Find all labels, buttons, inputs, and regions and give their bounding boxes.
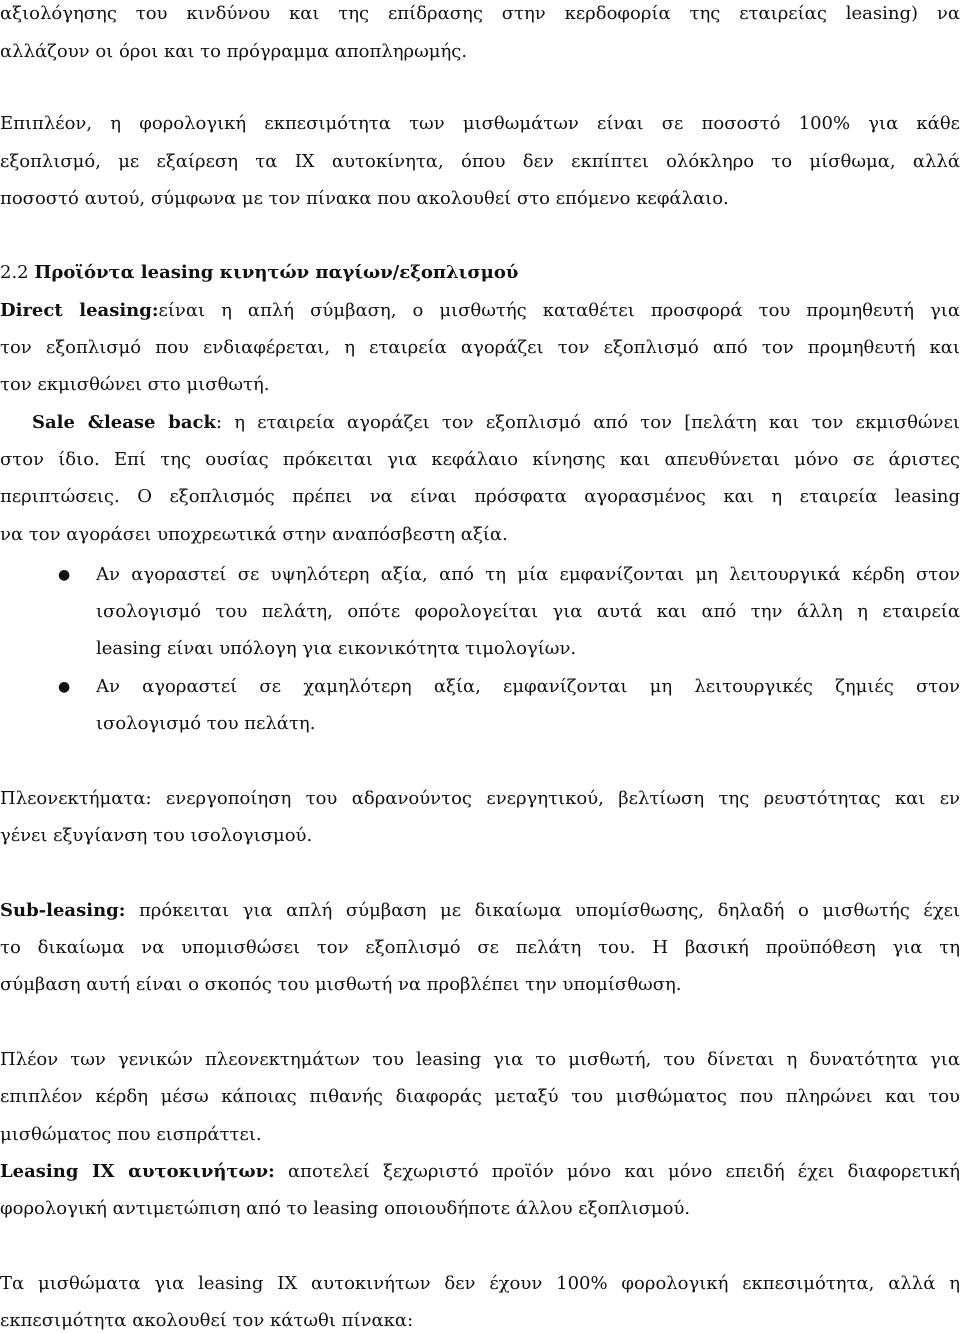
final-line2: εκπεσιμότητα ακολουθεί τον κάτωθι πίνακα: bbox=[0, 1310, 414, 1331]
ix-leasing-text1: αποτελεί ξεχωριστό προϊόν μόνο και μόνο επειδή έχει διαφορετική bbox=[274, 1161, 960, 1182]
advantages-line2: γένει εξυγίανση του ισολογισμού. bbox=[0, 825, 313, 846]
section-title: Προϊόντα leasing κινητών παγίων/εξοπλισμού bbox=[34, 262, 519, 283]
ix-leasing-label: Leasing IX αυτοκινήτων: bbox=[0, 1161, 275, 1182]
sale-leaseback-line4: να τον αγοράσει υποχρεωτικά στην αναπόσβεστη αξία. bbox=[0, 524, 508, 545]
bullet-1-line2: ισολογισμό του πελάτη, οπότε φορολογείται για αυτά και από την άλλη η εταιρεία bbox=[96, 601, 960, 622]
sale-leaseback-line3: περιπτώσεις. Ο εξοπλισμός πρέπει να είναι πρόσφατα αγορασμένος και η εταιρεία leasing bbox=[0, 486, 960, 507]
beyond-line1: Πλέον των γενικών πλεονεκτημάτων του leasing για το μισθωτή, του δίνεται η δυνατότητα για bbox=[0, 1049, 960, 1070]
sub-leasing-text1: πρόκειται για απλή σύμβαση με δικαίωμα υπομίσθωσης, δηλαδή ο μισθωτής έχει bbox=[125, 900, 960, 921]
sale-leaseback-text1: : η εταιρεία αγοράζει τον εξοπλισμό από τον [πελάτη και τον εκμισθώνει bbox=[215, 412, 960, 433]
para2-line3: ποσοστό αυτού, σύμφωνα με τον πίνακα που ακολουθεί στο επόμενο κεφάλαιο. bbox=[0, 188, 729, 209]
bullet-1-icon: ● bbox=[58, 567, 71, 583]
bullet-2-line1: Αν αγοραστεί σε χαμηλότερη αξία, εμφανίζονται μη λειτουργικές ζημιές στον bbox=[96, 676, 960, 697]
bullet-1-line3: leasing είναι υπόλογη για εικονικότητα τιμολογίων. bbox=[96, 638, 577, 659]
bullet-2-line2: ισολογισμό του πελάτη. bbox=[96, 713, 316, 734]
para1-line1: αξιολόγησης του κινδύνου και της επίδρασης στην κερδοφορία της εταιρείας leasing) να bbox=[0, 3, 960, 24]
sale-leaseback-line1 bbox=[32, 411, 960, 435]
sub-leasing-label: Sub-leasing: bbox=[0, 900, 126, 921]
beyond-line2: επιπλέον κέρδη μέσω κάποιας πιθανής διαφοράς μεταξύ του μισθώματος που πληρώνει και του bbox=[0, 1086, 960, 1107]
sub-leasing-line1 bbox=[0, 899, 960, 923]
para2-line1: Επιπλέον, η φορολογική εκπεσιμότητα των μισθωμάτων είναι σε ποσοστό 100% για κάθε bbox=[0, 113, 960, 134]
direct-leasing-text1: είναι η απλή σύμβαση, ο μισθωτής καταθέτει προσφορά του προμηθευτή για bbox=[158, 300, 960, 321]
section-number: 2.2 bbox=[0, 262, 29, 283]
ix-leasing-line1 bbox=[0, 1160, 960, 1184]
beyond-line3: μισθώματος που εισπράττει. bbox=[0, 1124, 262, 1145]
sale-leaseback-label: Sale &lease back bbox=[32, 412, 216, 433]
sub-leasing-line2: το δικαίωμα να υπομισθώσει τον εξοπλισμό σε πελάτη του. Η βασική προϋπόθεση για τη bbox=[0, 937, 960, 958]
final-line1: Τα μισθώματα για leasing ΙΧ αυτοκινήτων δεν έχουν 100% φορολογική εκπεσιμότητα, αλλά η bbox=[0, 1273, 960, 1294]
direct-leasing-label: Direct leasing: bbox=[0, 300, 159, 321]
advantages-line1: Πλεονεκτήματα: ενεργοποίηση του αδρανούντος ενεργητικού, βελτίωση της ρευστότητας και εν bbox=[0, 788, 960, 809]
direct-leasing-line2: τον εξοπλισμό που ενδιαφέρεται, η εταιρεία αγοράζει τον εξοπλισμό από τον προμηθευτή και bbox=[0, 337, 960, 358]
para2-line2: εξοπλισμό, με εξαίρεση τα ΙΧ αυτοκίνητα, όπου δεν εκπίπτει ολόκληρο το μίσθωμα, αλλά bbox=[0, 151, 960, 172]
direct-leasing-line3: τον εκμισθώνει στο μισθωτή. bbox=[0, 374, 270, 395]
sale-leaseback-line2: στον ίδιο. Επί της ουσίας πρόκειται για κεφάλαιο κίνησης και απευθύνεται μόνο σε άριστες bbox=[0, 449, 960, 470]
bullet-1-line1: Αν αγοραστεί σε υψηλότερη αξία, από τη μία εμφανίζονται μη λειτουργικά κέρδη στον bbox=[96, 564, 960, 585]
direct-leasing-line1 bbox=[0, 299, 960, 323]
sub-leasing-line3: σύμβαση αυτή είναι ο σκοπός του μισθωτή να προβλέπει την υπομίσθωση. bbox=[0, 974, 682, 995]
bullet-2-icon: ● bbox=[58, 679, 71, 695]
section-heading bbox=[0, 261, 960, 285]
ix-leasing-line2: φορολογική αντιμετώπιση από το leasing οποιουδήποτε άλλου εξοπλισμού. bbox=[0, 1198, 691, 1219]
para1-line2: αλλάζουν οι όροι και το πρόγραμμα αποπληρωμής. bbox=[0, 41, 468, 62]
